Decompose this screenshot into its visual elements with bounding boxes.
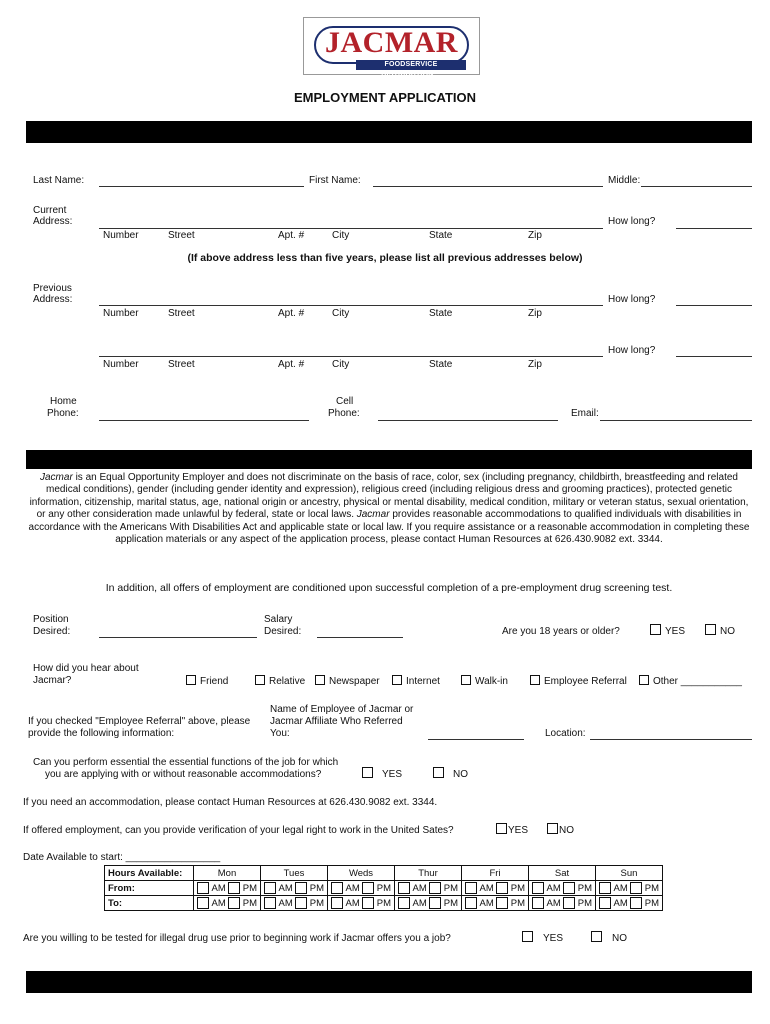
- legal-no-option[interactable]: [547, 823, 574, 837]
- hear-option-label: Other: [653, 676, 679, 687]
- first-name-field[interactable]: [373, 186, 603, 187]
- am-checkbox[interactable]: [532, 882, 544, 894]
- hear-option-label: Employee Referral: [544, 676, 627, 687]
- drug-yes-label: YES: [543, 933, 564, 944]
- drug-yes-checkbox[interactable]: [522, 931, 533, 942]
- legal-question: If offered employment, can you provide verification of your legal right to work in the United Sates?: [23, 825, 454, 836]
- pm-label: PM: [443, 882, 458, 894]
- pm-label: PM: [376, 897, 391, 909]
- checkbox[interactable]: [186, 675, 196, 685]
- section-header-bar: [26, 971, 752, 993]
- age-yes-checkbox[interactable]: [650, 624, 661, 635]
- table-row: [105, 881, 663, 896]
- day-tues: Tues: [261, 866, 328, 881]
- am-checkbox[interactable]: [599, 897, 611, 909]
- from-weds[interactable]: [328, 881, 395, 896]
- pm-checkbox[interactable]: [563, 897, 575, 909]
- essential-question-2: you are applying with or without reasonable accommodations?: [45, 769, 322, 780]
- cell-phone-field[interactable]: [378, 420, 558, 421]
- am-label: AM: [479, 897, 494, 909]
- to-weds[interactable]: [328, 896, 395, 911]
- to-label: To:: [105, 896, 194, 911]
- hear-option-newspaper[interactable]: [315, 675, 380, 688]
- pm-checkbox[interactable]: [228, 897, 240, 909]
- drug-no-option[interactable]: [591, 931, 627, 945]
- table-row: [105, 896, 663, 911]
- salary-label-1: Salary: [264, 614, 293, 625]
- pm-label: PM: [242, 882, 257, 894]
- from-label: From:: [105, 881, 194, 896]
- pm-checkbox[interactable]: [496, 882, 508, 894]
- am-checkbox[interactable]: [264, 882, 276, 894]
- checkbox[interactable]: [639, 675, 649, 685]
- am-label: AM: [613, 882, 628, 894]
- legal-no-label: NO: [559, 825, 574, 836]
- previous-2-how-long-label: How long?: [608, 345, 656, 356]
- am-label: AM: [211, 882, 226, 894]
- am-label: AM: [211, 897, 226, 909]
- middle-name-field[interactable]: [641, 186, 752, 187]
- location-field[interactable]: [590, 739, 752, 740]
- section-header-bar: [26, 450, 752, 469]
- last-name-field[interactable]: [99, 186, 304, 187]
- addr-number-caption: Number: [103, 359, 139, 370]
- pm-checkbox[interactable]: [228, 882, 240, 894]
- previous-how-long-field[interactable]: [676, 305, 752, 306]
- location-label: Location:: [545, 728, 586, 739]
- hear-option-label: Relative: [269, 676, 306, 687]
- day-fri: Fri: [462, 866, 529, 881]
- to-sun[interactable]: [596, 896, 663, 911]
- previous-address-label-1: Previous: [33, 283, 72, 294]
- addr-zip-caption: Zip: [528, 308, 542, 319]
- age-yes-option[interactable]: [650, 624, 685, 638]
- addr-number-caption: Number: [103, 308, 139, 319]
- pm-label: PM: [577, 897, 592, 909]
- day-sat: Sat: [529, 866, 596, 881]
- to-fri[interactable]: [462, 896, 529, 911]
- am-label: AM: [412, 882, 427, 894]
- pm-checkbox[interactable]: [630, 897, 642, 909]
- referrer-label-3: You:: [270, 728, 290, 739]
- logo-subtitle: FOODSERVICE DISTRIBUTION™: [356, 60, 466, 70]
- eeo-statement: [26, 472, 752, 546]
- essential-yes-checkbox[interactable]: [362, 767, 373, 778]
- pm-label: PM: [242, 897, 257, 909]
- addr-zip-caption: Zip: [528, 230, 542, 241]
- position-label-2: Desired:: [33, 626, 71, 637]
- legal-no-checkbox[interactable]: [547, 823, 558, 834]
- pm-checkbox[interactable]: [295, 882, 307, 894]
- accommodation-note: If you need an accommodation, please contact Human Resources at 626.430.9082 ext. 3344.: [23, 797, 438, 808]
- hear-option-label: Newspaper: [329, 676, 380, 687]
- age-no-label: NO: [720, 626, 735, 637]
- position-field[interactable]: [99, 637, 257, 638]
- from-sun[interactable]: [596, 881, 663, 896]
- addr-number-caption: Number: [103, 230, 139, 241]
- hear-question-2: Jacmar?: [33, 675, 72, 686]
- to-thur[interactable]: [395, 896, 462, 911]
- pm-label: PM: [510, 882, 525, 894]
- from-tues[interactable]: [261, 881, 328, 896]
- cell-phone-label-2: Phone:: [328, 408, 360, 419]
- hear-option-label: Walk-in: [475, 676, 508, 687]
- current-address-field[interactable]: [99, 228, 603, 229]
- pm-label: PM: [376, 882, 391, 894]
- am-checkbox[interactable]: [264, 897, 276, 909]
- last-name-label: Last Name:: [33, 175, 85, 186]
- referrer-label-1: Name of Employee of Jacmar or: [270, 704, 414, 715]
- date-available-field[interactable]: Date Available to start: _________________: [23, 852, 221, 863]
- from-sat[interactable]: [529, 881, 596, 896]
- checkbox[interactable]: [392, 675, 402, 685]
- hear-option-label: Internet: [406, 676, 440, 687]
- am-checkbox[interactable]: [331, 882, 343, 894]
- pm-checkbox[interactable]: [563, 882, 575, 894]
- to-sat[interactable]: [529, 896, 596, 911]
- eeo-company: Jacmar: [40, 472, 73, 483]
- eeo-paragraph-1: is an Equal Opportunity Employer and does not discriminate on the basis of race, color, sex (including pregnancy, childbirth, breastfeeding and related medical conditions), gender (including gender identity and expression), religious creed (including religious dress and grooming practices), protected genetic information, citizenship, marital status, age, national origin or ancestry, physical or mental disability, medical condition, military or veteran status, sexual orientation, or any other consideration made unlawful by federal, state or local laws.: [29, 472, 749, 521]
- logo-name: JACMAR: [325, 26, 458, 59]
- addr-city-caption: City: [332, 230, 350, 241]
- pm-label: PM: [644, 882, 659, 894]
- current-address-label-2: Address:: [33, 216, 73, 227]
- hear-option-label: Friend: [200, 676, 229, 687]
- address-note: (If above address less than five years, please list all previous addresses below): [187, 252, 583, 264]
- am-label: AM: [345, 897, 360, 909]
- pm-checkbox[interactable]: [429, 882, 441, 894]
- hear-option-employee-referral[interactable]: [530, 675, 627, 688]
- essential-yes-option[interactable]: [362, 767, 402, 781]
- day-weds: Weds: [328, 866, 395, 881]
- addr-street-caption: Street: [168, 359, 195, 370]
- am-checkbox[interactable]: [465, 897, 477, 909]
- checkbox[interactable]: [255, 675, 265, 685]
- pm-checkbox[interactable]: [362, 882, 374, 894]
- hear-question-1: How did you hear about: [33, 663, 139, 674]
- legal-yes-option[interactable]: [496, 823, 528, 837]
- addr-state-caption: State: [429, 308, 453, 319]
- am-label: AM: [546, 882, 561, 894]
- pm-label: PM: [510, 897, 525, 909]
- hear-option-other[interactable]: [639, 675, 742, 688]
- salary-field[interactable]: [317, 637, 403, 638]
- addr-apt-caption: Apt. #: [278, 359, 305, 370]
- pm-checkbox[interactable]: [630, 882, 642, 894]
- am-checkbox[interactable]: [532, 897, 544, 909]
- previous-how-long-label: How long?: [608, 294, 656, 305]
- current-address-label-1: Current: [33, 205, 67, 216]
- age-yes-label: YES: [665, 626, 686, 637]
- referral-instruction-1: If you checked "Employee Referral" above, please: [28, 716, 251, 727]
- referral-instruction-2: provide the following information:: [28, 728, 175, 739]
- age-no-option[interactable]: [705, 624, 735, 638]
- hours-available-table: [104, 865, 663, 911]
- am-checkbox[interactable]: [398, 882, 410, 894]
- previous-address-2-field[interactable]: [99, 356, 603, 357]
- pm-label: PM: [309, 882, 324, 894]
- am-label: AM: [613, 897, 628, 909]
- referrer-label-2: Jacmar Affiliate Who Referred: [270, 716, 403, 727]
- day-thur: Thur: [395, 866, 462, 881]
- am-checkbox[interactable]: [599, 882, 611, 894]
- am-label: AM: [546, 897, 561, 909]
- table-row: [105, 866, 663, 881]
- pm-checkbox[interactable]: [496, 897, 508, 909]
- drug-test-question: Are you willing to be tested for illegal drug use prior to beginning work if Jacmar offers you a job?: [23, 933, 451, 944]
- essential-question-1: Can you perform essential the essential functions of the job for which: [33, 757, 339, 768]
- current-how-long-field[interactable]: [676, 228, 752, 229]
- addr-street-caption: Street: [168, 230, 195, 241]
- eeo-paragraph-2: provides reasonable accommodations to qualified individuals with disabilities in accordance with the Americans With Disabilities Act and applicable state or local law. If you require assistance or a reasonable accommodation in completing these application materials or any aspect of the application process, please contact Human Resources at 626.430.9082 ext. 3344.: [28, 509, 750, 546]
- email-field[interactable]: [600, 420, 752, 421]
- hear-option-internet[interactable]: [392, 675, 440, 688]
- pm-checkbox[interactable]: [362, 897, 374, 909]
- addr-apt-caption: Apt. #: [278, 308, 305, 319]
- addr-street-caption: Street: [168, 308, 195, 319]
- from-fri[interactable]: [462, 881, 529, 896]
- am-label: AM: [345, 882, 360, 894]
- addr-apt-caption: Apt. #: [278, 230, 305, 241]
- hear-option-friend[interactable]: [186, 675, 228, 688]
- addr-zip-caption: Zip: [528, 359, 542, 370]
- age-question: Are you 18 years or older?: [502, 626, 620, 637]
- am-label: AM: [479, 882, 494, 894]
- checkbox[interactable]: [315, 675, 325, 685]
- day-mon: Mon: [194, 866, 261, 881]
- salary-label-2: Desired:: [264, 626, 302, 637]
- am-checkbox[interactable]: [465, 882, 477, 894]
- hours-header: Hours Available:: [105, 866, 194, 881]
- pm-label: PM: [309, 897, 324, 909]
- am-label: AM: [412, 897, 427, 909]
- previous-2-how-long-field[interactable]: [676, 356, 752, 357]
- email-label: Email:: [571, 408, 599, 419]
- checkbox[interactable]: [461, 675, 471, 685]
- eeo-company-2: Jacmar: [356, 509, 390, 521]
- addr-state-caption: State: [429, 359, 453, 370]
- am-checkbox[interactable]: [398, 897, 410, 909]
- addr-city-caption: City: [332, 308, 350, 319]
- hear-option-relative[interactable]: [255, 675, 305, 688]
- company-logo: [303, 17, 480, 78]
- am-label: AM: [278, 897, 293, 909]
- middle-name-label: Middle:: [608, 175, 641, 186]
- essential-no-option[interactable]: [433, 767, 468, 781]
- to-mon[interactable]: [194, 896, 261, 911]
- am-checkbox[interactable]: [197, 897, 209, 909]
- page-title: EMPLOYMENT APPLICATION: [294, 90, 476, 105]
- am-label: AM: [278, 882, 293, 894]
- am-checkbox[interactable]: [197, 882, 209, 894]
- first-name-label: First Name:: [309, 175, 361, 186]
- position-label-1: Position: [33, 614, 69, 625]
- section-header-bar: [26, 121, 752, 143]
- essential-yes-label: YES: [382, 769, 403, 780]
- age-no-checkbox[interactable]: [705, 624, 716, 635]
- legal-yes-label: YES: [508, 825, 529, 836]
- home-phone-label-1: Home: [50, 396, 77, 407]
- referrer-name-field[interactable]: [428, 739, 524, 740]
- home-phone-label-2: Phone:: [47, 408, 79, 419]
- pm-label: PM: [644, 897, 659, 909]
- to-tues[interactable]: [261, 896, 328, 911]
- pm-label: PM: [443, 897, 458, 909]
- day-sun: Sun: [596, 866, 663, 881]
- home-phone-field[interactable]: [99, 420, 309, 421]
- drug-yes-option[interactable]: [522, 931, 563, 945]
- previous-address-field[interactable]: [99, 305, 603, 306]
- essential-no-checkbox[interactable]: [433, 767, 444, 778]
- current-how-long-label: How long?: [608, 216, 656, 227]
- from-mon[interactable]: [194, 881, 261, 896]
- am-checkbox[interactable]: [331, 897, 343, 909]
- addr-city-caption: City: [332, 359, 350, 370]
- pm-label: PM: [577, 882, 592, 894]
- cell-phone-label-1: Cell: [336, 396, 354, 407]
- from-thur[interactable]: [395, 881, 462, 896]
- hear-option-walk-in[interactable]: [461, 675, 508, 688]
- drug-test-statement: In addition, all offers of employment are conditioned upon successful completion of a pre-employment drug screening test.: [105, 582, 673, 594]
- checkbox[interactable]: [530, 675, 540, 685]
- drug-no-checkbox[interactable]: [591, 931, 602, 942]
- pm-checkbox[interactable]: [295, 897, 307, 909]
- previous-address-label-2: Address:: [33, 294, 73, 305]
- addr-state-caption: State: [429, 230, 453, 241]
- drug-no-label: NO: [612, 933, 627, 944]
- other-blank[interactable]: ___________: [680, 676, 742, 687]
- essential-no-label: NO: [453, 769, 468, 780]
- pm-checkbox[interactable]: [429, 897, 441, 909]
- legal-yes-checkbox[interactable]: [496, 823, 507, 834]
